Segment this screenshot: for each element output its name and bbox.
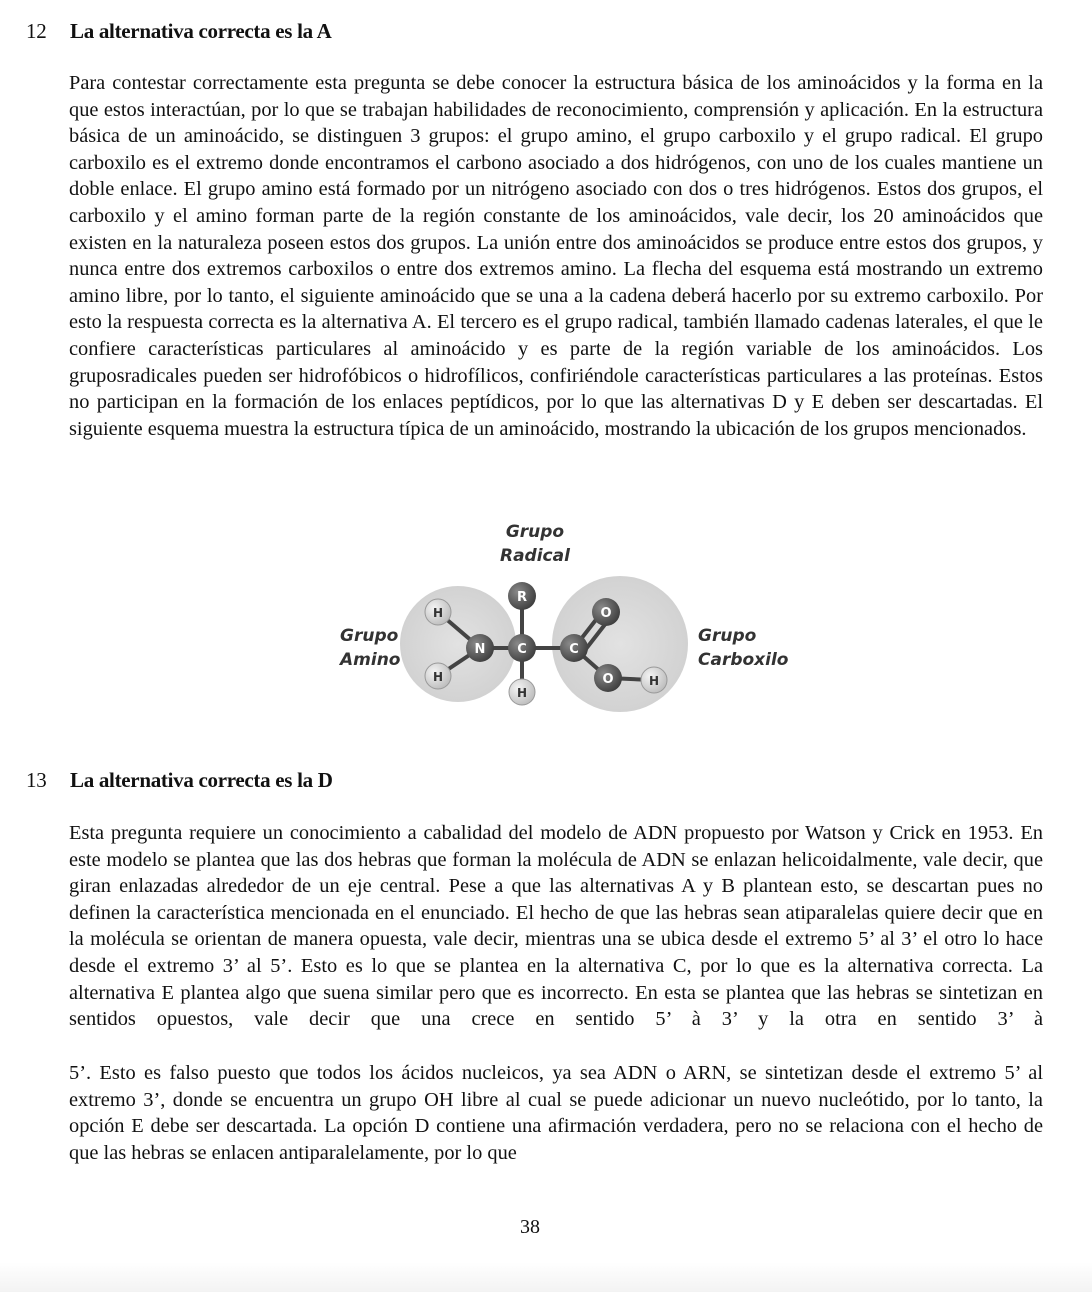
carboxyl-label-line-1: Grupo [698, 626, 757, 646]
question-title: La alternativa correcta es la D [70, 768, 333, 792]
amino-acid-diagram [330, 516, 790, 726]
question-number: 12 [26, 19, 47, 43]
alpha-carbon-atom-label: C [517, 642, 527, 657]
question-12-heading [26, 18, 332, 44]
page-number: 38 [520, 1216, 540, 1238]
amino-group-halo [400, 586, 516, 702]
question-title: La alternativa correcta es la A [70, 19, 332, 43]
question-13-heading [26, 767, 333, 793]
hydrogen-atom-label: H [516, 686, 528, 700]
hydrogen-atom-label: H [432, 606, 444, 620]
hydrogen-atom-label: H [432, 670, 444, 684]
page-bottom-edge [0, 1262, 1092, 1292]
question-13-explanation-part-1: Esta pregunta requiere un conocimiento a cabalidad del modelo de ADN propuesto por Watson y Crick en 1953. En este modelo se plantea que las dos hebras que forman la molécula de ADN se enlazan helicoidalmente, vale decir, que giran enlazadas alrededor de un eje central. Pese a que las alternativas A y B plantean esto, se descartan pues no definen la característica mencionada en el enunciado. El hecho de que las hebras sean atiparalelas quiere decir que en la molécula se orientan de manera opuesta, vale decir, mientras una se ubica desde el extremo 5’ al 3’ el otro lo hace desde el extremo 3’ al 5’. Esto es lo que se plantea en la alternativa C, por lo que es la alternativa correcta. La alternativa E plantea algo que suena similar pero que es incorrecto. En esta se plantea que las hebras se sintetizan en sentidos opuestos, vale decir que una crece en sentido 5’ à 3’ y la otra en sentido 3’ à [69, 822, 1043, 1031]
hydrogen-atom-label: H [648, 674, 660, 688]
amino-label-line-1: Grupo [340, 626, 399, 646]
oxygen-atom-label: O [600, 606, 612, 621]
question-number: 13 [26, 768, 47, 792]
radical-group-label [500, 520, 570, 568]
radical-atom-label: R [516, 590, 528, 605]
radical-label-line-2: Radical [500, 546, 570, 566]
amino-label-line-2: Amino [340, 650, 401, 670]
nitrogen-atom-label: N [474, 642, 486, 657]
question-13-explanation-part-2: 5’. Esto es falso puesto que todos los ácidos nucleicos, ya sea ADN o ARN, se sintetizan desde el extremo 5’ al extremo 3’, donde se encuentra un grupo OH libre al cual se puede adicionar un nuevo nucleótido, por lo tanto, la opción E debe ser descartada. La opción D contiene una afirmación verdadera, pero no se relaciona con el hecho de que las hebras se enlacen antiparalelamente, por lo que [69, 1062, 1043, 1164]
oxygen-atom-label: O [602, 672, 614, 687]
carboxyl-label-line-2: Carboxilo [698, 650, 789, 670]
carboxyl-carbon-atom-label: C [569, 642, 579, 657]
radical-label-line-1: Grupo [505, 522, 565, 542]
question-12-explanation: Para contestar correctamente esta pregunta se debe conocer la estructura básica de los aminoácidos y la forma en la que estos interactúan, por lo que se trabajan habilidades de reconocimiento, comprensión y aplicación. En la estructura básica de un aminoácido, se distinguen 3 grupos: el grupo amino, el grupo carboxilo y el grupo radical. El grupo carboxilo es el extremo donde encontramos el carbono asociado a dos hidrógenos, con uno de los cuales mantiene un doble enlace. El grupo amino está formado por un nitrógeno asociado con dos o tres hidrógenos. Estos dos grupos, el carboxilo y el amino forman parte de la región constante de los aminoácidos, vale decir, los 20 aminoácidos que existen en la naturaleza poseen estos dos grupos. La unión entre dos aminoácidos se produce entre estos dos grupos, y nunca entre dos extremos carboxilos o entre dos extremos amino. La flecha del esquema está mostrando un extremo amino libre, por lo tanto, el siguiente aminoácido que se una a la cadena deberá hacerlo por su extremo carboxilo. Por esto la respuesta correcta es la alternativa A. El tercero es el grupo radical, también llamado cadenas laterales, el que le confiere características particulares al aminoácido y es parte de la región variable de los aminoácidos. Los gruposradicales pueden ser hidrofóbicos o hidrofílicos, confiriéndole características particulares a las proteínas. Estos no participan en la formación de los enlaces peptídicos, por lo que las alternativas D y E deben ser descartadas. El siguiente esquema muestra la estructura típica de un aminoácido, mostrando la ubicación de los grupos mencionados. [69, 72, 1043, 440]
carboxyl-group-label [698, 624, 788, 672]
amino-group-label [340, 624, 400, 672]
